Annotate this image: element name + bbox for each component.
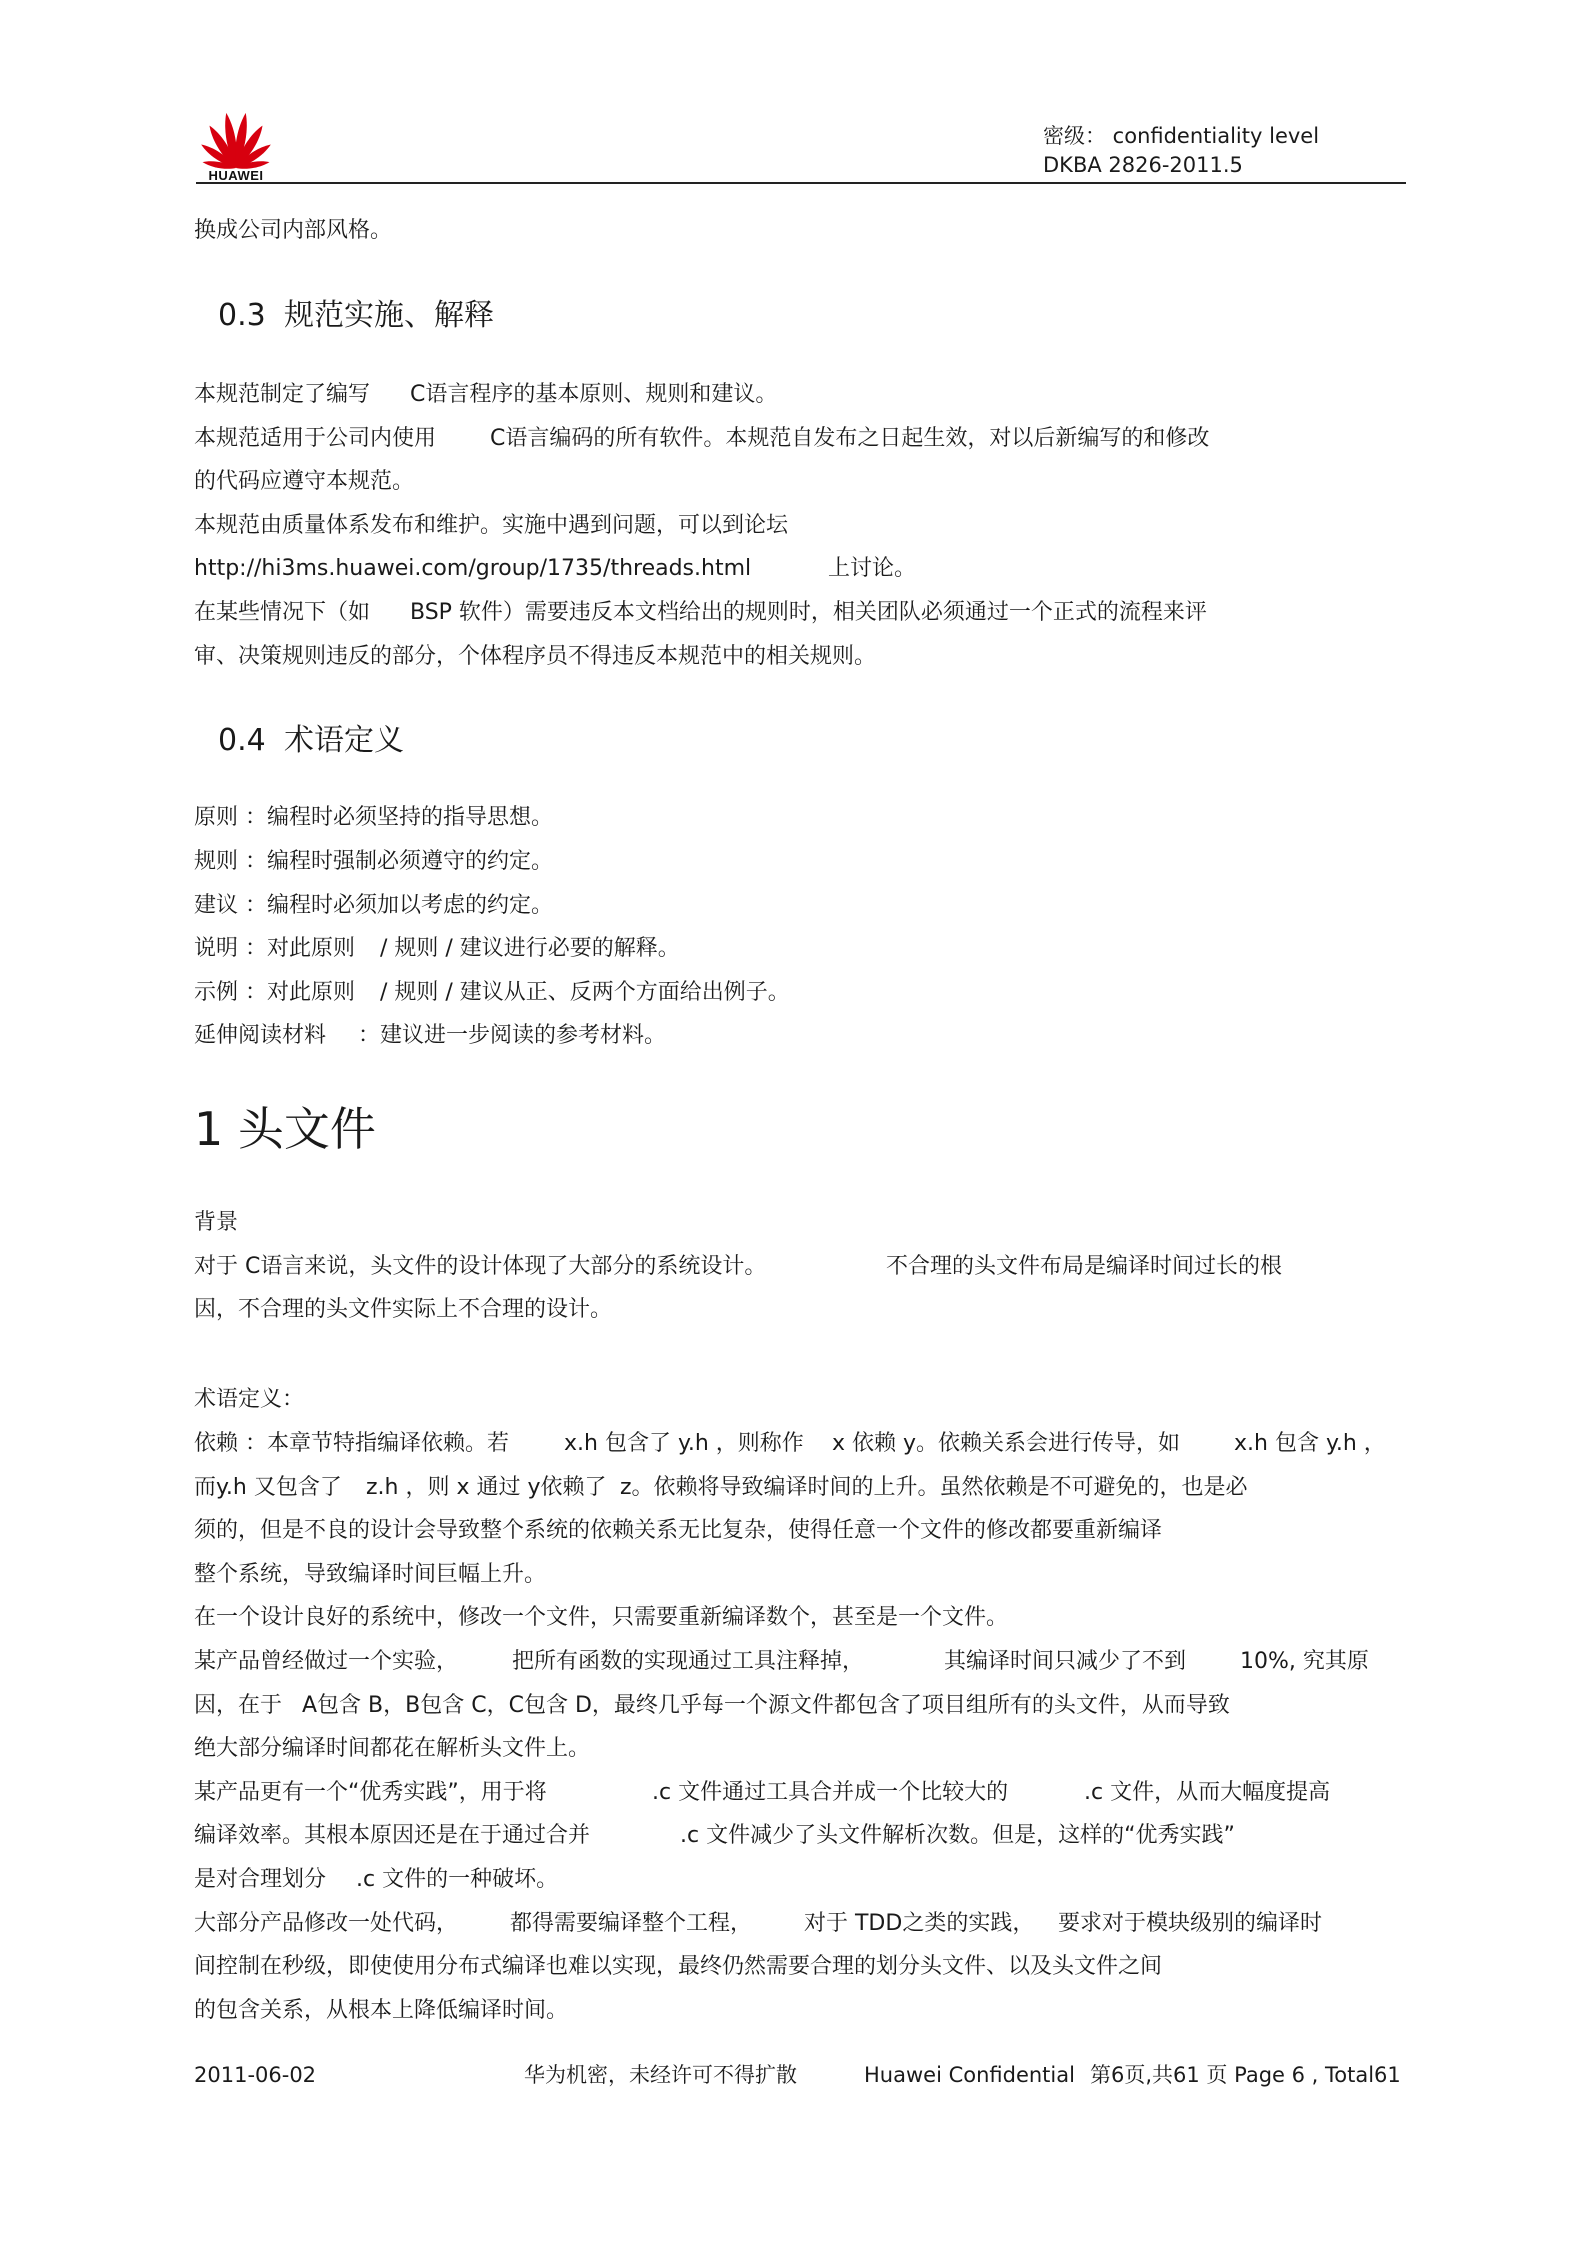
para-line: 大部分产品修改一处代码， bbox=[194, 1911, 459, 1936]
term-item: 延伸阅读材料 bbox=[194, 1023, 327, 1048]
term-item: 原则 ：编程时必须坚持的指导思想。 bbox=[194, 805, 553, 830]
term-item: / 规则 / 建议从正、反两个方面给出例子。 bbox=[380, 980, 790, 1005]
para-line: 把所有函数的实现通过工具注释掉， bbox=[512, 1649, 865, 1674]
document-id: DKBA 2826-2011.5 bbox=[1043, 153, 1243, 177]
para-line: 对于 TDD之类的实践， bbox=[804, 1911, 1035, 1936]
para-line: x.h 包含了 y.h ，则称作 bbox=[564, 1431, 804, 1456]
term-item: 规则 ：编程时强制必须遵守的约定。 bbox=[194, 849, 553, 874]
chapter-1-title: 1 头文件 bbox=[194, 1102, 376, 1156]
para-line: .c 文件通过工具合并成一个比较大的 bbox=[652, 1780, 1009, 1805]
para-line: .c 文件，从而大幅度提高 bbox=[1084, 1780, 1331, 1805]
para-line: .c 文件的一种破坏。 bbox=[356, 1867, 559, 1892]
para-line: 某产品曾经做过一个实验， bbox=[194, 1649, 459, 1674]
section-0-3-number: 0.3 bbox=[218, 298, 266, 333]
para-line: z.h ，则 x 通过 y依赖了 bbox=[366, 1475, 607, 1500]
background-label: 背景 bbox=[194, 1210, 239, 1235]
footer-en-confidential: Huawei Confidential bbox=[864, 2063, 1075, 2087]
para-line: 上讨论。 bbox=[828, 556, 917, 581]
section-0-4-title: 术语定义 bbox=[284, 723, 404, 758]
para-line: 都得需要编译整个工程， bbox=[510, 1911, 753, 1936]
para-line: x 依赖 y。依赖关系会进行传导，如 bbox=[832, 1431, 1181, 1456]
para-line: 的包含关系，从根本上降低编译时间。 bbox=[194, 1998, 569, 2023]
para-line: 而y.h 又包含了 bbox=[194, 1475, 342, 1500]
term-item: 建议 ：编程时必须加以考虑的约定。 bbox=[194, 893, 553, 918]
para-line: 本规范制定了编写 bbox=[194, 382, 371, 407]
huawei-petals-icon bbox=[196, 108, 276, 170]
confidentiality-level: 密级： confidentiality level bbox=[1043, 124, 1320, 148]
para-line: 本规范适用于公司内使用 bbox=[194, 426, 437, 451]
para-line: 本规范由质量体系发布和维护。实施中遇到问题，可以到论坛 bbox=[194, 513, 789, 538]
term-item: / 规则 / 建议进行必要的解释。 bbox=[380, 936, 680, 961]
para-line: 的代码应遵守本规范。 bbox=[194, 469, 415, 494]
para-line: 在某些情况下（如 bbox=[194, 600, 371, 625]
term-item: 示例 ：对此原则 bbox=[194, 980, 355, 1005]
para-line: 整个系统，导致编译时间巨幅上升。 bbox=[194, 1562, 547, 1587]
para-line: 其编译时间只减少了不到 bbox=[944, 1649, 1187, 1674]
term-definition-label: 术语定义： bbox=[194, 1387, 305, 1412]
para-line: 要求对于模块级别的编译时 bbox=[1058, 1911, 1323, 1936]
para-line: x.h 包含 y.h ， bbox=[1234, 1431, 1386, 1456]
para-line: .c 文件减少了头文件解析次数。但是，这样的“优秀实践” bbox=[680, 1823, 1235, 1848]
term-item: 说明 ：对此原则 bbox=[194, 936, 355, 961]
para-line: z。依赖将导致编译时间的上升。虽然依赖是不可避免的，也是必 bbox=[620, 1475, 1248, 1500]
para-line: BSP 软件）需要违反本文档给出的规则时，相关团队必须通过一个正式的流程来评 bbox=[410, 600, 1207, 625]
para-line: 因，不合理的头文件实际上不合理的设计。 bbox=[194, 1297, 613, 1322]
para-line: 须的，但是不良的设计会导致整个系统的依赖关系无比复杂，使得任意一个文件的修改都要重新编译 bbox=[194, 1518, 1163, 1543]
para-line: 对于 C语言来说，头文件的设计体现了大部分的系统设计。 bbox=[194, 1254, 767, 1279]
para-line: 是对合理划分 bbox=[194, 1867, 327, 1892]
para-line: 某产品更有一个“优秀实践”，用于将 bbox=[194, 1780, 547, 1805]
intro-line: 换成公司内部风格。 bbox=[194, 218, 393, 243]
para-line: 不合理的头文件布局是编译时间过长的根 bbox=[886, 1254, 1283, 1279]
footer-page-number: 第6页,共61 页 Page 6 , Total61 bbox=[1090, 2063, 1401, 2087]
logo-wordmark: HUAWEI bbox=[208, 168, 264, 183]
header-rule bbox=[196, 182, 1406, 184]
section-0-3-title: 规范实施、解释 bbox=[284, 298, 494, 333]
para-line: 因，在于 bbox=[194, 1693, 283, 1718]
term-item: ：建议进一步阅读的参考材料。 bbox=[358, 1023, 667, 1048]
para-line: 间控制在秒级，即使使用分布式编译也难以实现，最终仍然需要合理的划分头文件、以及头文件之间 bbox=[194, 1954, 1163, 1979]
para-line: 依赖 ：本章节特指编译依赖。若 bbox=[194, 1431, 509, 1456]
section-0-4-number: 0.4 bbox=[218, 723, 266, 758]
para-line: 审、决策规则违反的部分，个体程序员不得违反本规范中的相关规则。 bbox=[194, 644, 877, 669]
para-line: 编译效率。其根本原因还是在于通过合并 bbox=[194, 1823, 591, 1848]
footer-date: 2011-06-02 bbox=[194, 2063, 317, 2087]
footer-cn-confidential: 华为机密，未经许可不得扩散 bbox=[524, 2063, 797, 2087]
para-line: C语言编码的所有软件。本规范自发布之日起生效，对以后新编写的和修改 bbox=[490, 426, 1210, 451]
para-line: A包含 B，B包含 C，C包含 D，最终几乎每一个源文件都包含了项目组所有的头文件，从而导致 bbox=[302, 1693, 1230, 1718]
forum-url: http://hi3ms.huawei.com/group/1735/threads.html bbox=[194, 556, 752, 581]
para-line: 绝大部分编译时间都花在解析头文件上。 bbox=[194, 1736, 591, 1761]
para-line: C语言程序的基本原则、规则和建议。 bbox=[410, 382, 778, 407]
para-line: 在一个设计良好的系统中，修改一个文件，只需要重新编译数个，甚至是一个文件。 bbox=[194, 1605, 1009, 1630]
para-line: 10%, 究其原 bbox=[1240, 1649, 1369, 1674]
